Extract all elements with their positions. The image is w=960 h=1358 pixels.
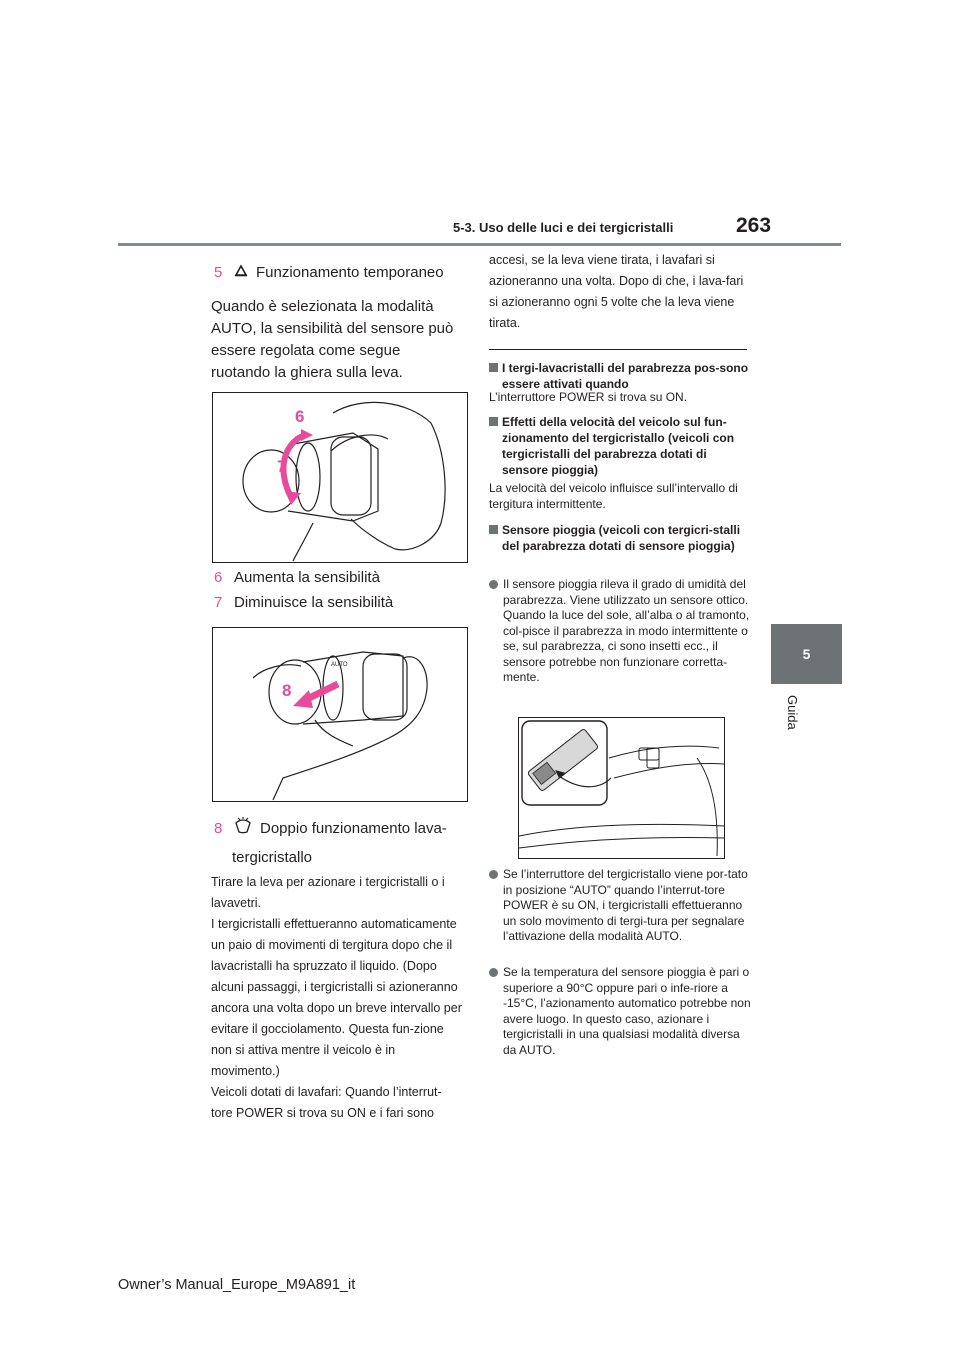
paragraph-headlamp-cleaner: Veicoli dotati di lavafari: Quando l’interrut-tore POWER si trova su ON e i fari sono — [211, 1085, 442, 1120]
item-8-label-line2: tergicristallo — [232, 849, 313, 866]
chapter-tab — [771, 624, 842, 684]
bullet-text: Se la temperatura del sensore pioggia è pari o superiore a 90°C oppure pari o infe-riore a -15°C, l’azionamento automatico potrebbe non avere luogo. In questo caso, azionare i tergicristalli in una qualsiasi modalità diversa da AUTO. — [503, 965, 751, 1057]
text-vehicle-speed: La velocità del veicolo influisce sull’intervallo di tergitura intermittente. — [489, 481, 738, 511]
item-label: Diminuisce la sensibilità — [234, 594, 394, 611]
section-title: 5-3. Uso delle luci e dei tergicristalli — [453, 220, 674, 235]
heading-square-icon — [489, 525, 498, 534]
heading-text: I tergi-lavacristalli del parabrezza pos-sono essere attivati quando — [502, 361, 749, 391]
heading-vehicle-speed — [489, 414, 753, 478]
item-number: 8 — [214, 819, 223, 837]
heading-text: Sensore pioggia (veicoli con tergicri-stalli del parabrezza dotati di sensore pioggia) — [502, 523, 741, 553]
heading-square-icon — [489, 417, 498, 426]
paragraph-auto-wipe: I tergicristalli effettueranno automaticamente un paio di movimenti di tergitura dopo che il lavacristalli ha spruzzato il liquido. (Dopo alcuni passaggi, i tergicristalli si azioneranno ancora una volta dopo un breve intervallo per evitare il gocciolamento. Questa fun-zione non si attiva mentre il veicolo è in movimento.) — [211, 917, 462, 1078]
item-number: 5 — [214, 263, 223, 281]
svg-text:AUTO: AUTO — [331, 662, 348, 668]
figure-sensitivity-dial — [212, 392, 468, 563]
item-label: Aumenta la sensibilità — [234, 569, 380, 586]
temporary-mode-icon — [234, 263, 248, 281]
figure-rain-sensor — [518, 717, 725, 859]
item-label-line1: Doppio funzionamento lava- — [260, 819, 447, 837]
bullet-dot-icon — [489, 870, 498, 879]
heading-text: Effetti della velocità del veicolo sul fun-zionamento del tergicristallo (veicoli con tergicristalli del parabrezza dotati di sensore pioggia) — [502, 415, 735, 477]
bullet-auto-position — [489, 867, 753, 945]
item-number: 6 — [214, 569, 223, 586]
bullet-rain-sensor-detects — [489, 577, 753, 686]
item-7 — [214, 594, 393, 611]
bullet-dot-icon — [489, 580, 498, 589]
figure-label-6: 6 — [295, 407, 305, 426]
chapter-number: 5 — [802, 646, 811, 662]
bullet-temperature — [489, 965, 753, 1058]
figure-label-7: 7 — [277, 457, 287, 476]
item-number: 7 — [214, 594, 223, 611]
page-number: 263 — [736, 214, 772, 237]
heading-square-icon — [489, 363, 498, 372]
figure-washer-lever — [212, 627, 468, 802]
item-6 — [214, 569, 380, 586]
footer-manual-id: Owner’s Manual_Europe_M9A891_it — [118, 1277, 356, 1293]
item-label: Funzionamento temporaneo — [256, 263, 444, 281]
washer-icon — [234, 817, 252, 839]
paragraph-lever-pull: Tirare la leva per azionare i tergicristalli o i lavavetri. — [211, 875, 445, 910]
bullet-dot-icon — [489, 968, 498, 977]
header-rule — [118, 243, 841, 246]
heading-activation — [489, 360, 753, 392]
figure-label-8: 8 — [282, 681, 292, 700]
text-activation: L’interruttore POWER si trova su ON. — [489, 390, 688, 404]
intro-paragraph: Quando è selezionata la modalità AUTO, la sensibilità del sensore può essere regolata come segue ruotando la ghiera sulla leva. — [211, 298, 454, 381]
heading-rain-sensor — [489, 522, 753, 554]
bullet-text: Se l’interruttore del tergicristallo viene por-tato in posizione “AUTO” quando l’interrut-tore POWER è su ON, i tergicristalli effettueranno un solo movimento di tergi-tura per segnalare l’attivazione della modalità AUTO. — [503, 867, 748, 943]
chapter-label: Guida — [785, 695, 800, 730]
section-divider — [489, 349, 747, 350]
paragraph-continued: accesi, se la leva viene tirata, i lavafari si azioneranno una volta. Dopo di che, i lava-fari si azioneranno ogni 5 volte che la leva viene tirata. — [489, 253, 744, 330]
bullet-text: Il sensore pioggia rileva il grado di umidità del parabrezza. Viene utilizzato un sensore ottico. Quando la luce del sole, all’alba o al tramonto, col-pisce il parabrezza in modo intermittente o se, sul parabrezza, ci sono insetti ecc., il sensore potrebbe non funzionare corretta-mente. — [503, 577, 750, 684]
item-8 — [214, 817, 447, 839]
item-5 — [214, 263, 444, 281]
